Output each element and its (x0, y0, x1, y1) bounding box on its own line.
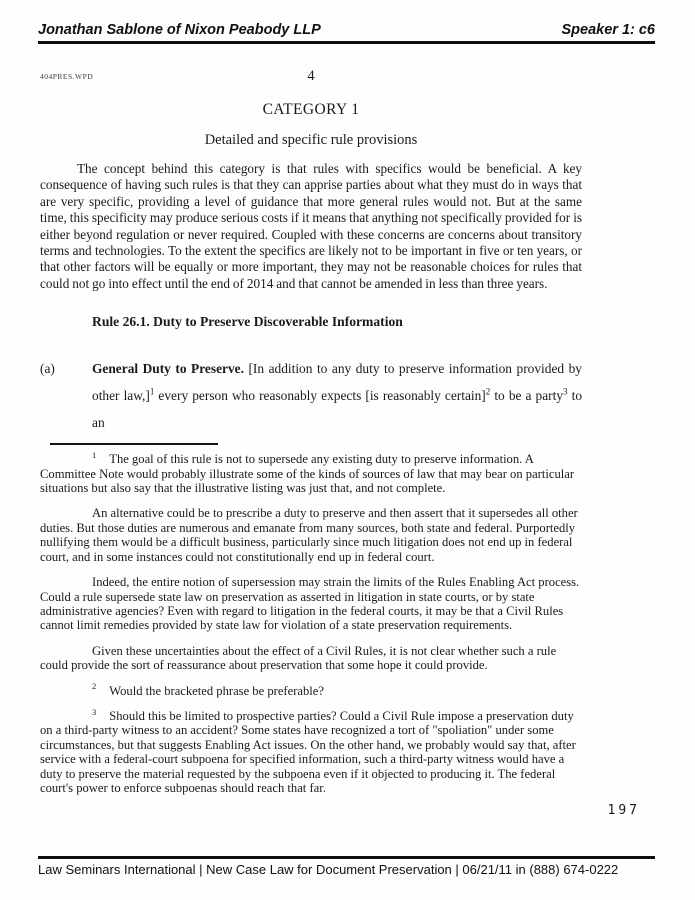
footnote-text: Would the bracketed phrase be preferable? (109, 683, 324, 698)
category-title: CATEGORY 1 (262, 101, 360, 118)
footnote-ref-2: 2 (485, 386, 491, 397)
footnote-text: The goal of this rule is not to supersede any existing duty to preserve information. A Committee Note would probably illustrate some of the kinds of sources of law that may bear on particular situations but also say that the illustrative listing was just that, and not complete. (40, 452, 575, 496)
footnote-text: An alternative could be to prescribe a duty to preserve and then assert that it supersedes all other duties. But those duties are numerous and emanate from many sources, both state and federal. Purportedly nullifying them would be a difficult business, particularly since much litigation does not end up in federal court, and in some instances could not constitutionally end up in federal court. (40, 506, 578, 564)
intro-paragraph: The concept behind this category is that rules with specifics would be beneficial. A key consequence of having such rules is that they can apprise parties about what they must do in ways that are very specific, providing a level of guidance that more general rules would not. But at the same time, this specificity may produce serious costs if it means that anything not specifically provided for is either beyond regulation or never required. Coupled with these concerns are concerns about transitory terms and technologies. To the extent the specifics are likely not to be important in five or ten years, or that other factors will be equally or more important, they may not be reasonable choices for rules that could not go into effect until the end of 2014 and that cannot be amended in less than three years. (40, 161, 582, 291)
footnote-text: Should this be limited to prospective parties? Could a Civil Rule impose a preservation duty on a third-party witness to an accident? Some states have recognized a tort of "spoliation" under some circumstances, but that suggests Enabling Act issues. On the other hand, we probably would say that, after service with a federal-court subpoena for specified information, such a third-party witness would have a duty to preserve the material requested by the subpoena even if it objected to producing it. The federal court's power to enforce subpoenas should reach that far. (40, 708, 576, 795)
footnote-2-marker: 2 (92, 681, 97, 692)
section-a-text-4: to an (92, 388, 583, 431)
document-id: 404PRES.WPD (40, 72, 94, 81)
footnote-separator (50, 443, 218, 445)
footnote-3-paragraph-1 (40, 706, 582, 795)
footnote-text: Indeed, the entire notion of supersession may strain the limits of the Rules Enabling Act process. Could a rule supersede state law on preservation as asserted in litigation in state courts, or by state administrative agencies? Even with regard to litigation in the federal courts, it may be that a Civil Rules cannot limit remedies provided by state law for violation of a state preservation requirements. (40, 575, 580, 633)
content-column (40, 101, 582, 795)
page-header (38, 22, 655, 44)
section-a-text-1: [In addition to any duty to preserve information provided by other law,] (92, 361, 582, 404)
header-author: Jonathan Sablone of Nixon Peabody LLP (38, 22, 321, 38)
footnotes-block (40, 452, 582, 795)
footnote-2-paragraph-1 (40, 681, 582, 698)
section-a-text-3: to be a party (490, 388, 564, 404)
page-number-bottom: 197 (607, 803, 640, 819)
section-a (40, 355, 582, 436)
section-a-lead: General Duty to Preserve. (92, 361, 244, 377)
category-subtitle: Detailed and specific rule provisions (204, 132, 418, 148)
footnote-1-marker: 1 (92, 450, 97, 461)
footnote-3-marker: 3 (92, 706, 97, 717)
footnote-text: Given these uncertainties about the effect of a Civil Rules, it is not clear whether such a rule could provide the sort of reassurance about preservation that some hope it could provide. (40, 643, 557, 673)
footnote-ref-3: 3 (563, 386, 568, 397)
footnote-ref-1: 1 (149, 386, 155, 397)
section-a-body (92, 355, 582, 436)
footnote-1-paragraph-4 (40, 644, 582, 673)
footnote-1-paragraph-1 (40, 452, 582, 495)
header-speaker-label: Speaker 1: c6 (561, 22, 655, 38)
section-a-label: (a) (40, 361, 55, 377)
footnote-1-paragraph-2 (40, 506, 582, 564)
page-footer (38, 856, 655, 877)
section-a-text-2: every person who reasonably expects [is reasonably certain] (154, 388, 486, 404)
page-number-top: 4 (307, 68, 315, 84)
meta-row (40, 68, 582, 86)
footer-text: Law Seminars International | New Case Law for Document Preservation | 06/21/11 in (888) 674-0222 (38, 862, 619, 877)
footnote-1-paragraph-3 (40, 575, 582, 633)
rule-heading: Rule 26.1. Duty to Preserve Discoverable Information (92, 314, 403, 330)
